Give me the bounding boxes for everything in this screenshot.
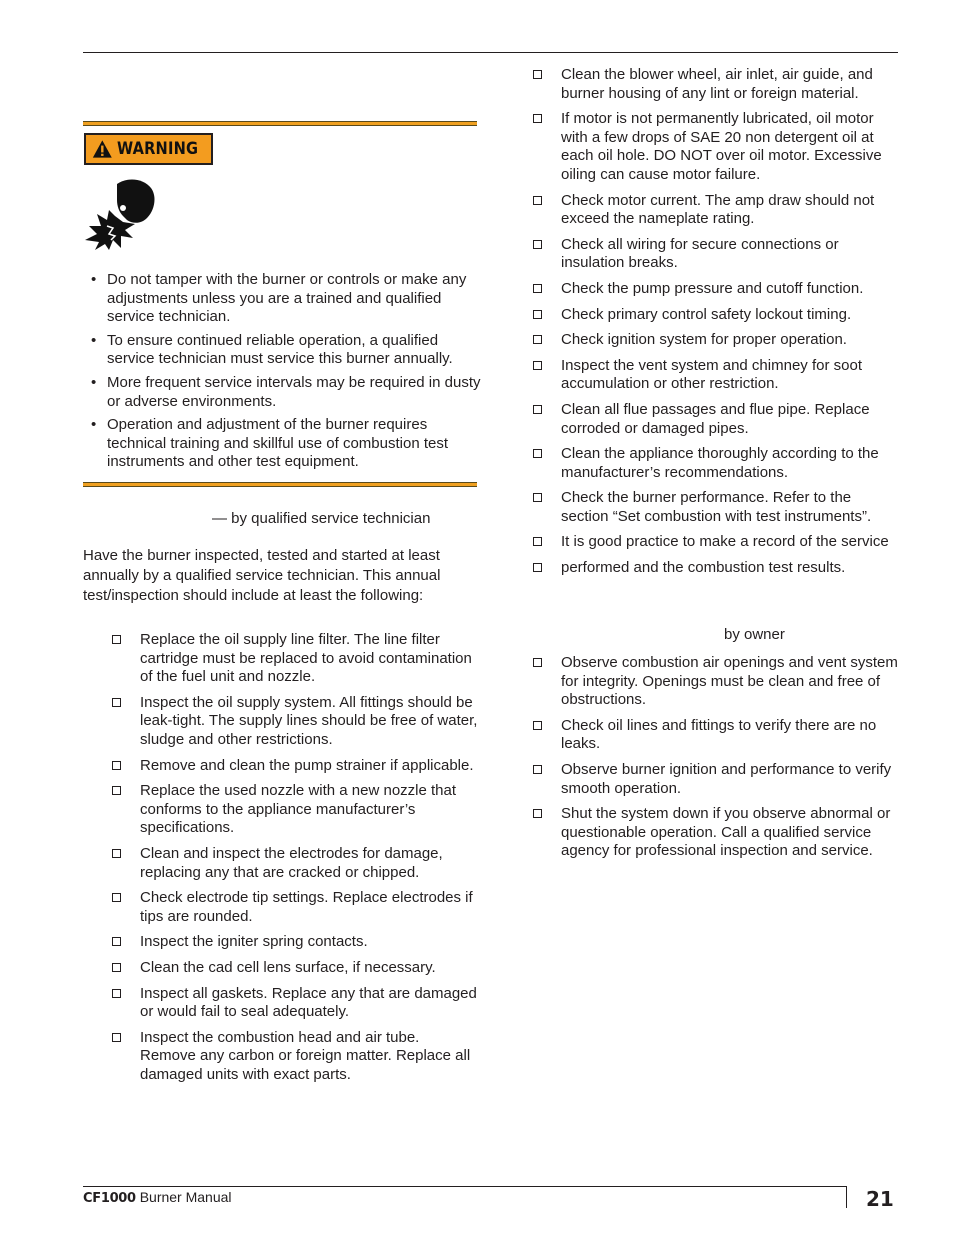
- checklist-item: Check the pump pressure and cutoff function.: [533, 280, 899, 299]
- warning-triangle-icon: [92, 138, 113, 160]
- checklist-item: Inspect the combustion head and air tube. Remove any carbon or foreign matter. Replace all damaged units with exact parts.: [112, 1029, 478, 1085]
- checkbox-icon: [533, 721, 542, 730]
- checkbox-icon: [533, 449, 542, 458]
- checklist-item: Inspect all gaskets. Replace any that are damaged or would fail to seal adequately.: [112, 985, 478, 1022]
- warning-label: [84, 133, 213, 165]
- checklist-item: performed and the combustion test results.: [533, 559, 899, 578]
- checklist-item: Observe combustion air openings and vent system for integrity. Openings must be clean and free of obstructions.: [533, 654, 899, 710]
- checklist-item: Check the burner performance. Refer to the section “Set combustion with test instruments”.: [533, 489, 899, 526]
- footer-divider: [846, 1186, 847, 1208]
- warning-bullet: • Do not tamper with the burner or controls or make any adjustments unless you are a trained and qualified service technician.: [91, 271, 481, 327]
- header-rule: [83, 52, 898, 53]
- checklist-item: Clean the blower wheel, air inlet, air guide, and burner housing of any lint or foreign material.: [533, 66, 899, 103]
- checkbox-icon: [112, 635, 121, 644]
- footer-manual-label: Burner Manual: [135, 1189, 232, 1205]
- service-subheading: — by qualified service technician: [212, 510, 431, 527]
- checklist-item: Check oil lines and fittings to verify there are no leaks.: [533, 717, 899, 754]
- checkbox-icon: [533, 114, 542, 123]
- service-checklist-right: [533, 66, 899, 585]
- checklist-item: Remove and clean the pump strainer if applicable.: [112, 757, 478, 776]
- checkbox-icon: [112, 761, 121, 770]
- checkbox-icon: [112, 963, 121, 972]
- owner-checklist: [533, 654, 899, 868]
- checkbox-icon: [533, 70, 542, 79]
- checklist-item: Check primary control safety lockout timing.: [533, 306, 899, 325]
- checklist-item: Replace the used nozzle with a new nozzle that conforms to the appliance manufacturer’s specifications.: [112, 782, 478, 838]
- checklist-item: Check all wiring for secure connections or insulation breaks.: [533, 236, 899, 273]
- checkbox-icon: [112, 849, 121, 858]
- warning-bottom-rule: [83, 482, 477, 487]
- checkbox-icon: [533, 537, 542, 546]
- checkbox-icon: [533, 658, 542, 667]
- checklist-item: Check electrode tip settings. Replace electrodes if tips are rounded.: [112, 889, 478, 926]
- checkbox-icon: [533, 310, 542, 319]
- checkbox-icon: [533, 240, 542, 249]
- checklist-item: Replace the oil supply line filter. The line filter cartridge must be replaced to avoid contamination of the fuel unit and nozzle.: [112, 631, 478, 687]
- checkbox-icon: [533, 196, 542, 205]
- checkbox-icon: [112, 989, 121, 998]
- warning-box: [83, 121, 481, 487]
- checklist-item: Clean the appliance thoroughly according to the manufacturer’s recommendations.: [533, 445, 899, 482]
- service-intro-paragraph: Have the burner inspected, tested and started at least annually by a qualified service technician. This annual test/inspection should include at least the following:: [83, 547, 441, 604]
- checkbox-icon: [112, 786, 121, 795]
- service-checklist-left: [112, 631, 478, 1091]
- checklist-item: Observe burner ignition and performance to verify smooth operation.: [533, 761, 899, 798]
- checklist-item: Shut the system down if you observe abnormal or questionable operation. Call a qualified service agency for professional inspection and service.: [533, 805, 899, 861]
- checklist-item: Check ignition system for proper operation.: [533, 331, 899, 350]
- warning-bullet: • More frequent service intervals may be required in dusty or adverse environments.: [91, 374, 481, 411]
- checklist-item: Inspect the igniter spring contacts.: [112, 933, 478, 952]
- checkbox-icon: [533, 361, 542, 370]
- checklist-item: Clean and inspect the electrodes for damage, replacing any that are cracked or chipped.: [112, 845, 478, 882]
- explosion-hazard-icon: [83, 176, 157, 250]
- checklist-item: Inspect the vent system and chimney for soot accumulation or other restriction.: [533, 357, 899, 394]
- checkbox-icon: [112, 698, 121, 707]
- checkbox-icon: [533, 405, 542, 414]
- checkbox-icon: [533, 765, 542, 774]
- warning-label-text: WARNING: [116, 138, 198, 159]
- footer-model: CF1000: [83, 1191, 136, 1206]
- checkbox-icon: [112, 1033, 121, 1042]
- footer-rule: [83, 1186, 847, 1187]
- checkbox-icon: [112, 937, 121, 946]
- warning-top-rule: [83, 121, 477, 126]
- footer-title: [83, 1188, 232, 1209]
- checkbox-icon: [112, 893, 121, 902]
- checklist-item: If motor is not permanently lubricated, oil motor with a few drops of SAE 20 non detergent oil at each oil hole. DO NOT over oil motor. Excessive oiling can cause motor failure.: [533, 110, 899, 184]
- page-number: 21: [866, 1187, 894, 1211]
- checklist-item: Clean all flue passages and flue pipe. Replace corroded or damaged pipes.: [533, 401, 899, 438]
- owner-subheading: by owner: [724, 626, 785, 643]
- warning-bullet: • To ensure continued reliable operation, a qualified service technician must service this burner annually.: [91, 332, 481, 369]
- warning-bullet: • Operation and adjustment of the burner requires technical training and skillful use of combustion test instruments and other test equipment.: [91, 416, 481, 472]
- checklist-item: Check motor current. The amp draw should not exceed the nameplate rating.: [533, 192, 899, 229]
- checkbox-icon: [533, 335, 542, 344]
- checklist-item: It is good practice to make a record of the service: [533, 533, 899, 552]
- checkbox-icon: [533, 493, 542, 502]
- checklist-item: Clean the cad cell lens surface, if necessary.: [112, 959, 478, 978]
- warning-bullet-list: [91, 271, 481, 477]
- checklist-item: Inspect the oil supply system. All fittings should be leak-tight. The supply lines should be free of water, sludge and other restrictions.: [112, 694, 478, 750]
- checkbox-icon: [533, 809, 542, 818]
- checkbox-icon: [533, 284, 542, 293]
- checkbox-icon: [533, 563, 542, 572]
